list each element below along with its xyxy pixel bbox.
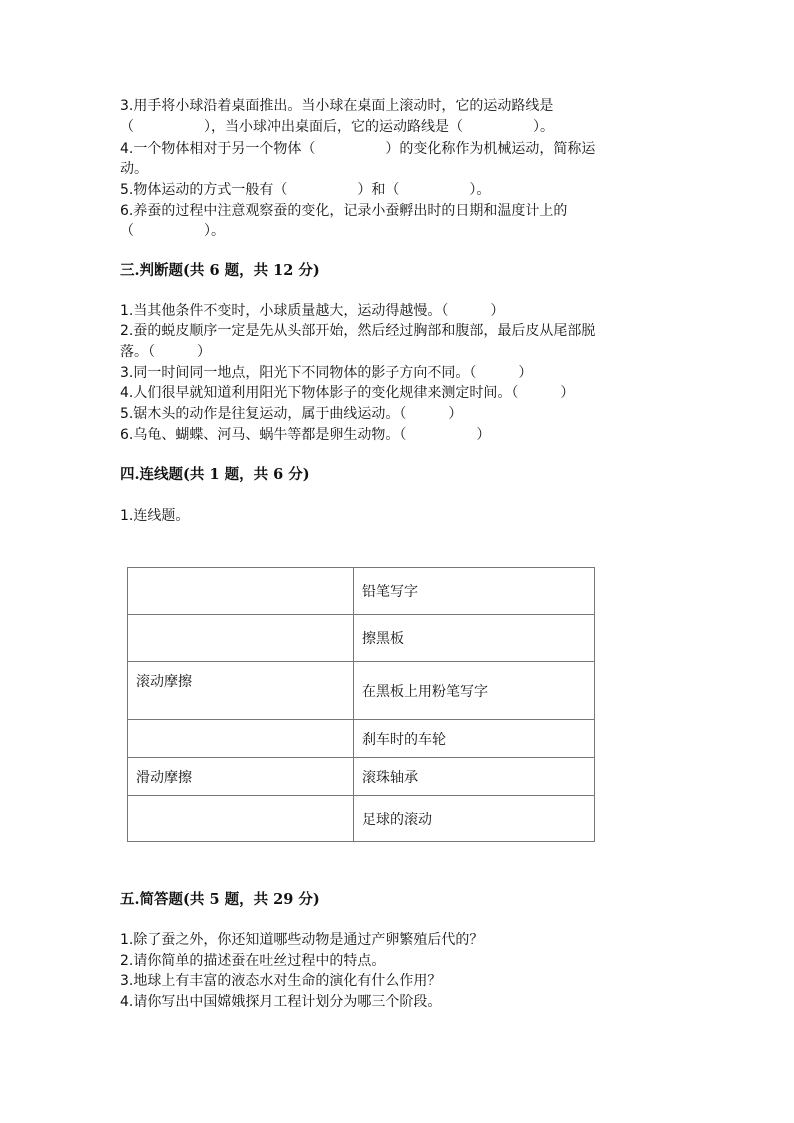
table-cell-left <box>128 720 354 758</box>
question-fill-3-line2: （ ），当小球冲出桌面后，它的运动路线是（ ）。 <box>120 119 554 135</box>
question-judge-3: 3.同一时间同一地点，阳光下不同物体的影子方向不同。（ ） <box>120 365 533 381</box>
question-fill-5: 5.物体运动的方式一般有（ ）和（ ）。 <box>120 182 491 198</box>
question-short-3: 3.地球上有丰富的液态水对生命的演化有什么作用？ <box>120 973 442 989</box>
question-match-1: 1.连线题。 <box>120 508 190 524</box>
table-row <box>128 662 595 720</box>
question-short-2: 2.请你简单的描述蚕在吐丝过程中的特点。 <box>120 953 386 969</box>
question-short-1: 1.除了蚕之外，你还知道哪些动物是通过产卵繁殖后代的？ <box>120 932 484 948</box>
table-cell-left <box>128 796 354 842</box>
table-row <box>128 758 595 796</box>
table-cell-right: 铅笔写字 <box>354 568 595 615</box>
table-cell-left <box>128 568 354 615</box>
question-judge-2-line2: 落。（ ） <box>120 344 211 360</box>
question-short-4: 4.请你写出中国嫦娥探月工程计划分为哪三个阶段。 <box>120 994 442 1010</box>
table-row <box>128 568 595 615</box>
table-cell-left: 滑动摩擦 <box>128 758 354 796</box>
table-cell-right: 足球的滚动 <box>354 796 595 842</box>
table-row <box>128 720 595 758</box>
section-heading-matching: 四.连线题(共 1 题，共 6 分) <box>120 466 310 483</box>
section-heading-judgement: 三.判断题(共 6 题，共 12 分) <box>120 262 320 279</box>
table-cell-right: 在黑板上用粉笔写字 <box>354 662 595 720</box>
table-cell-right: 擦黑板 <box>354 615 595 662</box>
question-fill-4-line1: 4.一个物体相对于另一个物体（ ）的变化称作为机械运动，简称运 <box>120 141 596 157</box>
question-judge-5: 5.锯木头的动作是往复运动，属于曲线运动。（ ） <box>120 406 463 422</box>
table-cell-right: 刹车时的车轮 <box>354 720 595 758</box>
table-cell-left <box>128 615 354 662</box>
question-fill-6-line2: （ ）。 <box>120 223 225 239</box>
table-cell-left: 滚动摩擦 <box>128 662 354 720</box>
section-heading-short-answer: 五.简答题(共 5 题，共 29 分) <box>120 891 320 908</box>
question-judge-4: 4.人们很早就知道利用阳光下物体影子的变化规律来测定时间。（ ） <box>120 385 575 401</box>
question-fill-3-line1: 3.用手将小球沿着桌面推出。当小球在桌面上滚动时，它的运动路线是 <box>120 98 554 114</box>
table-row <box>128 615 595 662</box>
question-fill-4-line2: 动。 <box>120 161 148 177</box>
question-judge-6: 6.乌龟、蝴蝶、河马、蜗牛等都是卵生动物。（ ） <box>120 427 491 443</box>
question-judge-1: 1.当其他条件不变时，小球质量越大，运动得越慢。（ ） <box>120 303 505 319</box>
table-row <box>128 796 595 842</box>
matching-table <box>127 567 595 842</box>
question-fill-6-line1: 6.养蚕的过程中注意观察蚕的变化，记录小蚕孵出时的日期和温度计上的 <box>120 203 568 219</box>
table-cell-right: 滚珠轴承 <box>354 758 595 796</box>
question-judge-2-line1: 2.蚕的蜕皮顺序一定是先从头部开始，然后经过胸部和腹部，最后皮从尾部脱 <box>120 323 596 339</box>
